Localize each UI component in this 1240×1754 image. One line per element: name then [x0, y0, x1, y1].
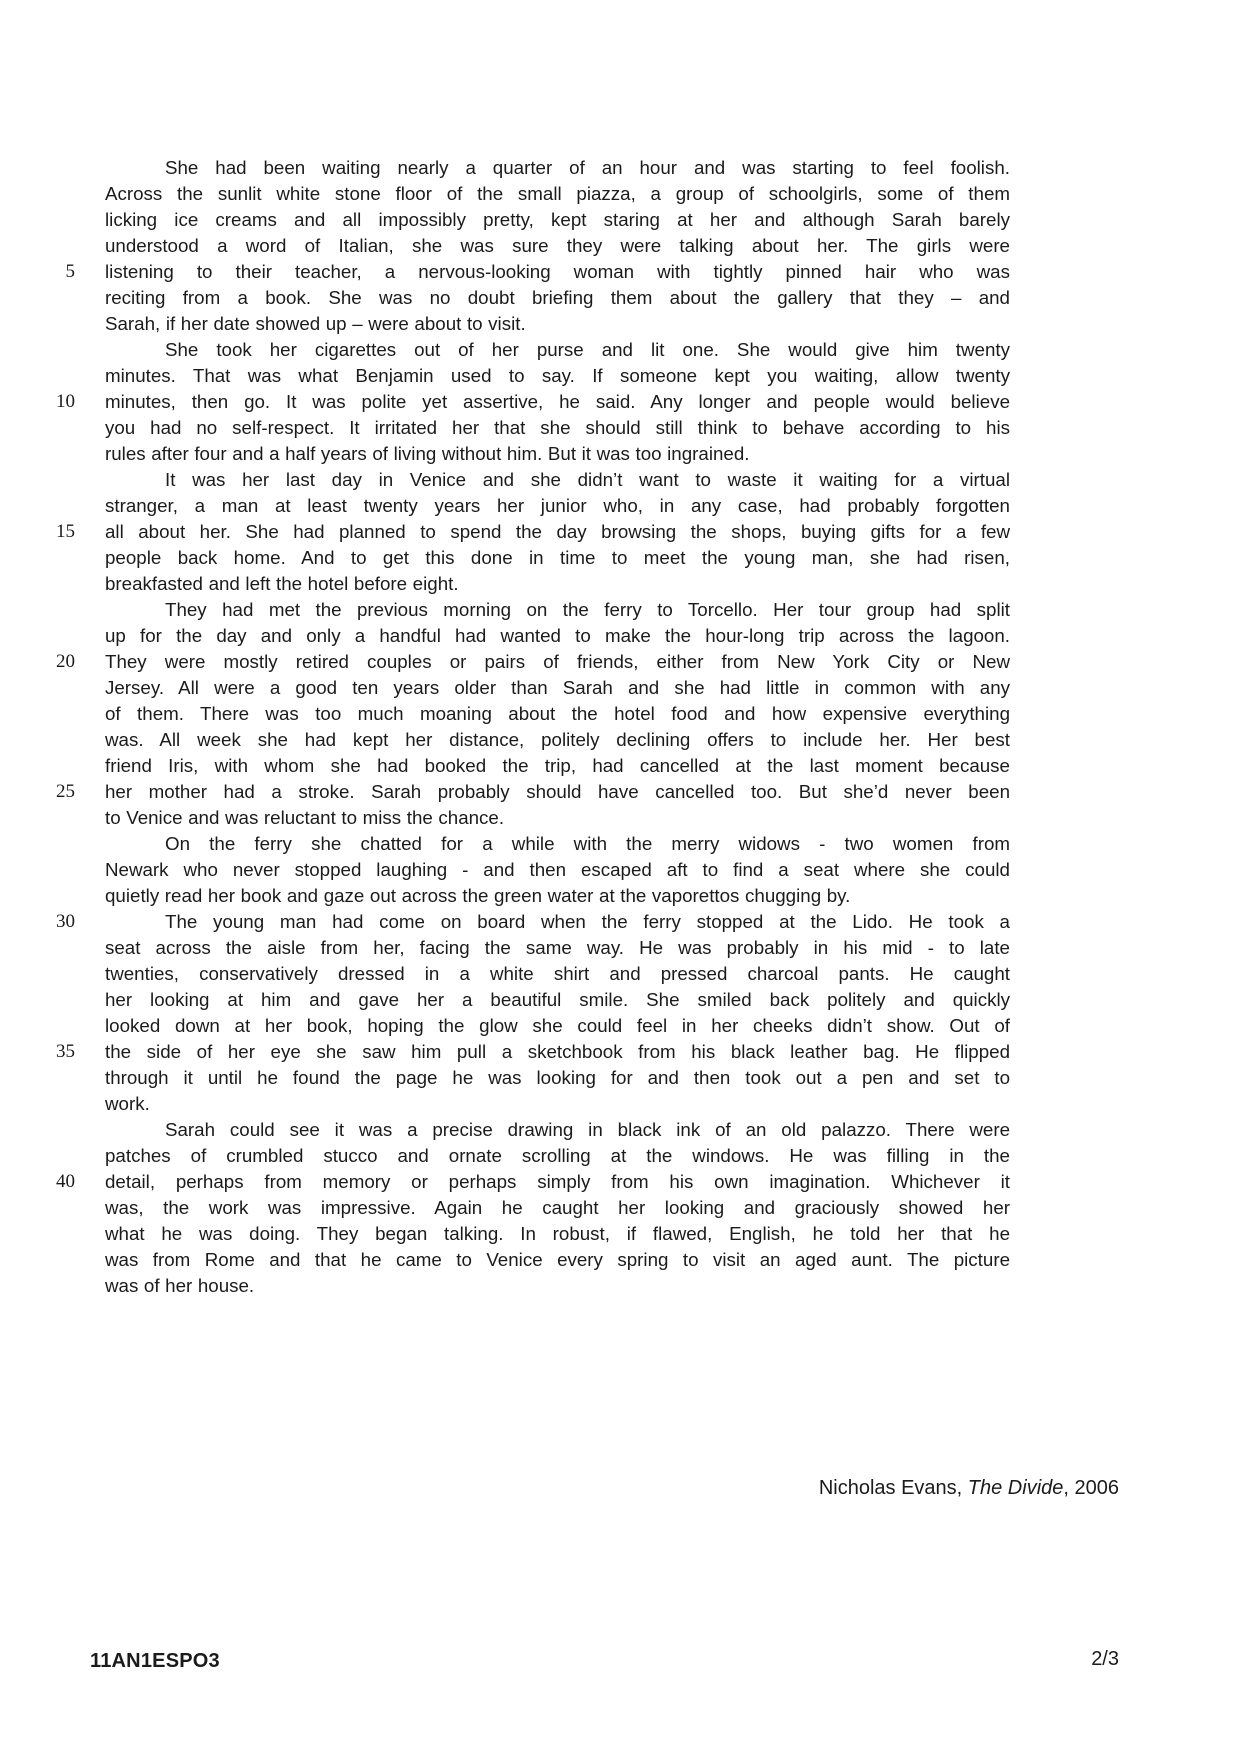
line-number: [0, 597, 75, 623]
source-attribution: [819, 1474, 1119, 1502]
text-line: [0, 1169, 1010, 1195]
line-number: [0, 1091, 75, 1117]
text-line: [0, 597, 1010, 623]
line-text: minutes, then go. It was polite yet assertive, he said. Any longer and people would believe: [105, 391, 1010, 412]
line-text: all about her. She had planned to spend the day browsing the shops, buying gifts for a few: [105, 521, 1010, 542]
line-number: [0, 571, 75, 597]
line-text: rules after four and a half years of living without him. But it was too ingrained.: [105, 443, 750, 464]
reading-passage: [0, 155, 1010, 1299]
text-line: [0, 753, 1010, 779]
line-number: [0, 1273, 75, 1299]
text-line: [0, 805, 1010, 831]
text-line: [0, 987, 1010, 1013]
text-line: [0, 857, 1010, 883]
line-text: minutes. That was what Benjamin used to say. If someone kept you waiting, allow twenty: [105, 365, 1010, 386]
line-text: Newark who never stopped laughing - and then escaped aft to find a seat where she could: [105, 859, 1010, 880]
line-text: licking ice creams and all impossibly pretty, kept staring at her and although Sarah barely: [105, 209, 1010, 230]
line-number: [0, 545, 75, 571]
line-text: reciting from a book. She was no doubt briefing them about the gallery that they – and: [105, 287, 1010, 308]
text-line: [0, 909, 1010, 935]
line-number: 15: [56, 521, 75, 542]
text-line: [0, 571, 1010, 597]
line-number: [0, 1013, 75, 1039]
line-text: the side of her eye she saw him pull a sketchbook from his black leather bag. He flipped: [105, 1041, 1010, 1062]
line-number: [0, 493, 75, 519]
line-text: She had been waiting nearly a quarter of an hour and was starting to feel foolish.: [165, 157, 1010, 178]
line-number: [0, 727, 75, 753]
text-line: [0, 961, 1010, 987]
text-line: [0, 1091, 1010, 1117]
line-number: 40: [56, 1171, 75, 1192]
line-number: [0, 155, 75, 181]
text-line: [0, 207, 1010, 233]
line-number: [0, 181, 75, 207]
text-line: [0, 831, 1010, 857]
line-text: her mother had a stroke. Sarah probably should have cancelled too. But she’d never been: [105, 781, 1010, 802]
text-line: [0, 701, 1010, 727]
line-number: [0, 935, 75, 961]
line-text: patches of crumbled stucco and ornate scrolling at the windows. He was filling in the: [105, 1145, 1010, 1166]
line-number: 5: [65, 261, 75, 282]
text-line: [0, 467, 1010, 493]
text-line: [0, 285, 1010, 311]
page-number: 2/3: [1091, 1648, 1119, 1670]
line-text: people back home. And to get this done in time to meet the young man, she had risen,: [105, 547, 1010, 568]
text-line: [0, 1221, 1010, 1247]
line-text: quietly read her book and gaze out across the green water at the vaporettos chugging by.: [105, 885, 851, 906]
line-number: [0, 1117, 75, 1143]
line-text: seat across the aisle from her, facing the same way. He was probably in his mid - to late: [105, 937, 1010, 958]
line-number: 25: [56, 781, 75, 802]
line-number: [0, 675, 75, 701]
text-line: [0, 1247, 1010, 1273]
line-text: friend Iris, with whom she had booked the trip, had cancelled at the last moment because: [105, 755, 1010, 776]
text-line: [0, 441, 1010, 467]
text-line: [0, 1065, 1010, 1091]
line-text: On the ferry she chatted for a while with the merry widows - two women from: [165, 833, 1010, 854]
text-line: [0, 337, 1010, 363]
text-line: [0, 649, 1010, 675]
line-text: Across the sunlit white stone floor of the small piazza, a group of schoolgirls, some of them: [105, 183, 1010, 204]
line-number: [0, 961, 75, 987]
line-text: breakfasted and left the hotel before eight.: [105, 573, 459, 594]
attribution-title: The Divide: [967, 1477, 1064, 1499]
line-number: [0, 987, 75, 1013]
text-line: [0, 935, 1010, 961]
text-line: [0, 1273, 1010, 1299]
line-text: detail, perhaps from memory or perhaps simply from his own imagination. Whichever it: [105, 1171, 1010, 1192]
text-line: [0, 363, 1010, 389]
line-text: The young man had come on board when the ferry stopped at the Lido. He took a: [165, 911, 1010, 932]
attribution-year: , 2006: [1063, 1477, 1119, 1499]
line-number: [0, 1221, 75, 1247]
line-number: 10: [56, 391, 75, 412]
line-number: 35: [56, 1041, 75, 1062]
line-text: listening to their teacher, a nervous-looking woman with tightly pinned hair who was: [105, 261, 1010, 282]
line-text: was of her house.: [105, 1275, 255, 1296]
line-text: stranger, a man at least twenty years her junior who, in any case, had probably forgotten: [105, 495, 1010, 516]
text-line: [0, 623, 1010, 649]
line-number: [0, 1195, 75, 1221]
line-text: twenties, conservatively dressed in a white shirt and pressed charcoal pants. He caught: [105, 963, 1010, 984]
line-text: Sarah, if her date showed up – were about to visit.: [105, 313, 526, 334]
line-text: Jersey. All were a good ten years older than Sarah and she had little in common with any: [105, 677, 1010, 698]
text-line: [0, 155, 1010, 181]
text-line: [0, 181, 1010, 207]
text-line: [0, 1039, 1010, 1065]
text-line: [0, 415, 1010, 441]
text-line: [0, 883, 1010, 909]
line-number: [0, 233, 75, 259]
document-code: 11AN1ESPO3: [90, 1650, 220, 1672]
line-number: [0, 1065, 75, 1091]
line-number: [0, 1143, 75, 1169]
line-text: They had met the previous morning on the ferry to Torcello. Her tour group had split: [165, 599, 1010, 620]
line-number: [0, 285, 75, 311]
line-text: to Venice and was reluctant to miss the chance.: [105, 807, 505, 828]
text-line: [0, 311, 1010, 337]
text-line: [0, 727, 1010, 753]
line-number: [0, 337, 75, 363]
line-number: [0, 363, 75, 389]
line-number: 30: [56, 911, 75, 932]
text-line: [0, 519, 1010, 545]
line-text: She took her cigarettes out of her purse and lit one. She would give him twenty: [165, 339, 1010, 360]
text-line: [0, 1117, 1010, 1143]
line-text: you had no self-respect. It irritated her that she should still think to behave according to his: [105, 417, 1010, 438]
line-number: [0, 701, 75, 727]
line-text: Sarah could see it was a precise drawing in black ink of an old palazzo. There were: [165, 1119, 1010, 1140]
text-line: [0, 545, 1010, 571]
line-number: 20: [56, 651, 75, 672]
line-text: It was her last day in Venice and she didn’t want to waste it waiting for a virtual: [165, 469, 1010, 490]
line-number: [0, 415, 75, 441]
text-line: [0, 779, 1010, 805]
line-text: her looking at him and gave her a beautiful smile. She smiled back politely and quickly: [105, 989, 1010, 1010]
text-line: [0, 493, 1010, 519]
line-text: understood a word of Italian, she was sure they were talking about her. The girls were: [105, 235, 1010, 256]
line-text: was from Rome and that he came to Venice every spring to visit an aged aunt. The picture: [105, 1249, 1010, 1270]
line-text: was. All week she had kept her distance, politely declining offers to include her. Her best: [105, 729, 1010, 750]
line-number: [0, 467, 75, 493]
line-number: [0, 207, 75, 233]
line-number: [0, 831, 75, 857]
text-line: [0, 1013, 1010, 1039]
text-line: [0, 389, 1010, 415]
line-text: looked down at her book, hoping the glow she could feel in her cheeks didn’t show. Out of: [105, 1015, 1010, 1036]
line-text: was, the work was impressive. Again he caught her looking and graciously showed her: [105, 1197, 1010, 1218]
line-text: up for the day and only a handful had wanted to make the hour-long trip across the lagoon.: [105, 625, 1010, 646]
line-number: [0, 441, 75, 467]
line-number: [0, 311, 75, 337]
text-line: [0, 259, 1010, 285]
line-text: work.: [105, 1093, 150, 1114]
text-line: [0, 1143, 1010, 1169]
text-line: [0, 675, 1010, 701]
text-line: [0, 1195, 1010, 1221]
line-number: [0, 883, 75, 909]
line-number: [0, 857, 75, 883]
line-text: through it until he found the page he was looking for and then took out a pen and set to: [105, 1067, 1010, 1088]
text-line: [0, 233, 1010, 259]
line-text: what he was doing. They began talking. In robust, if flawed, English, he told her that he: [105, 1223, 1010, 1244]
attribution-author: Nicholas Evans,: [818, 1477, 968, 1499]
line-number: [0, 1247, 75, 1273]
line-text: of them. There was too much moaning about the hotel food and how expensive everything: [105, 703, 1010, 724]
line-number: [0, 623, 75, 649]
line-text: They were mostly retired couples or pairs of friends, either from New York City or New: [105, 651, 1010, 672]
line-number: [0, 753, 75, 779]
line-number: [0, 805, 75, 831]
